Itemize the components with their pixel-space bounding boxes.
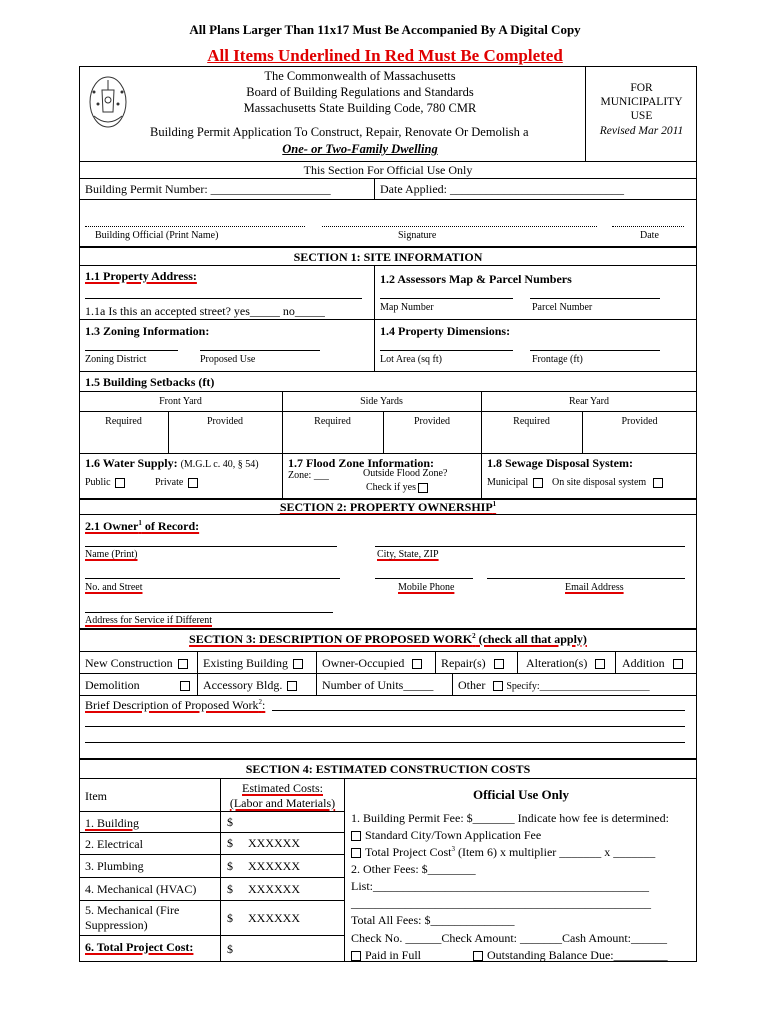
mobile-input[interactable]: [375, 578, 473, 579]
map-number-label: Map Number: [380, 302, 434, 313]
rear-yard-label: Rear Yard: [569, 396, 609, 407]
units-field[interactable]: Number of Units_____: [322, 678, 434, 692]
specify-field[interactable]: Specify:______________________: [506, 681, 650, 692]
other-fees-field[interactable]: 2. Other Fees: $________: [351, 862, 476, 876]
cost-item-value[interactable]: $ XXXXXX: [227, 836, 300, 850]
front-provided: Provided: [206, 416, 244, 427]
frontage-input[interactable]: [530, 350, 660, 351]
official-heading: This Section For Official Use Only: [303, 163, 473, 177]
paid-in-full-checkbox[interactable]: [351, 951, 361, 961]
brief-description-label: Brief Description of Proposed Work$^2$:: [85, 698, 266, 712]
map-number-input[interactable]: [380, 298, 513, 299]
est-costs-header-2: (Labor and Materials): [229, 796, 336, 810]
item-header: Item: [85, 789, 107, 803]
water-supply-label: 1.6 Water Supply:: [85, 456, 178, 470]
repairs-option[interactable]: Repair(s): [441, 656, 504, 671]
muni-line-3: USE: [630, 110, 653, 122]
total-cost-option[interactable]: Total Project Cost$^3$ (Item 6) x multiplier _______ x _______: [351, 845, 655, 860]
flood-zone-label: 1.7 Flood Zone Information:: [288, 456, 435, 470]
setbacks-label: 1.5 Building Setbacks (ft): [85, 375, 215, 389]
brief-description-line-3[interactable]: [85, 742, 685, 743]
flood-checkbox[interactable]: [418, 483, 428, 493]
street-input[interactable]: [85, 578, 340, 579]
front-required: Required: [105, 416, 142, 427]
side-required: Required: [314, 416, 351, 427]
existing-building-checkbox[interactable]: [293, 659, 303, 669]
owner-occupied-checkbox[interactable]: [412, 659, 422, 669]
accessory-checkbox[interactable]: [287, 681, 297, 691]
form-subtitle: One- or Two-Family Dwelling: [282, 142, 438, 156]
form-title: Building Permit Application To Construct, Repair, Renovate Or Demolish a: [150, 125, 529, 139]
official-use-heading: Official Use Only: [472, 787, 570, 802]
street-label: No. and Street: [85, 582, 143, 593]
public-checkbox[interactable]: [115, 478, 125, 488]
revised-date: Revised Mar 2011: [599, 125, 684, 137]
repairs-checkbox[interactable]: [494, 659, 504, 669]
other-checkbox[interactable]: [493, 681, 503, 691]
addition-checkbox[interactable]: [673, 659, 683, 669]
fee-line[interactable]: 1. Building Permit Fee: $_______ Indicate how fee is determined:: [351, 811, 669, 825]
sewage-label: 1.8 Sewage Disposal System:: [487, 456, 633, 470]
list-field-2[interactable]: __________________________________________________: [351, 896, 651, 910]
org-line-1: The Commonwealth of Massachusetts: [264, 69, 456, 83]
standard-fee-checkbox[interactable]: [351, 831, 361, 841]
dimensions-label: 1.4 Property Dimensions:: [380, 324, 511, 338]
property-address-input[interactable]: [85, 298, 362, 299]
parcel-number-label: Parcel Number: [532, 302, 593, 313]
signature-label: Signature: [398, 230, 437, 241]
new-construction-checkbox[interactable]: [178, 659, 188, 669]
frontage-label: Frontage (ft): [532, 354, 583, 365]
section4-heading: SECTION 4: ESTIMATED CONSTRUCTION COSTS: [245, 762, 531, 776]
city-label: City, State, ZIP: [377, 549, 439, 560]
outside-flood-label: Outside Flood Zone?: [363, 468, 448, 479]
cost-item-value[interactable]: $: [227, 815, 233, 829]
brief-description-line-2[interactable]: [85, 726, 685, 727]
municipal-checkbox[interactable]: [533, 478, 543, 488]
owner-label: 2.1 Owner$^1$ of Record:: [85, 519, 200, 533]
total-cost-checkbox[interactable]: [351, 848, 361, 858]
cost-item-label: 2. Electrical: [85, 837, 143, 851]
cost-item-label: 5. Mechanical (Fire Suppression): [85, 903, 180, 932]
demolition-checkbox[interactable]: [180, 681, 190, 691]
accepted-street-question[interactable]: 1.1a Is this an accepted street? yes_____ no_____: [85, 304, 325, 318]
front-yard-label: Front Yard: [159, 396, 202, 407]
demolition-label: Demolition: [85, 678, 140, 692]
seal-icon: [86, 72, 130, 132]
alterations-checkbox[interactable]: [595, 659, 605, 669]
muni-line-1: FOR: [630, 82, 653, 94]
new-construction-option[interactable]: New Construction: [85, 656, 188, 671]
section2-heading: SECTION 2: PROPERTY OWNERSHIP$^1$: [279, 500, 497, 514]
brief-description-line-1[interactable]: [272, 710, 685, 711]
owner-occupied-option[interactable]: Owner-Occupied: [322, 656, 422, 671]
date-applied-field[interactable]: Date Applied: _____________________________: [380, 182, 624, 196]
proposed-use-input[interactable]: [200, 350, 320, 351]
zoning-label: 1.3 Zoning Information:: [85, 324, 210, 338]
proposed-use-label: Proposed Use: [200, 354, 256, 365]
cost-item-label: 4. Mechanical (HVAC): [85, 882, 197, 896]
side-yards-label: Side Yards: [360, 396, 403, 407]
official-name-label: Building Official (Print Name): [95, 230, 219, 241]
date-label: Date: [640, 230, 659, 241]
cost-item-label: 6. Total Project Cost:: [85, 940, 194, 954]
private-option[interactable]: Private: [155, 477, 198, 488]
assessors-label: 1.2 Assessors Map & Parcel Numbers: [380, 272, 572, 286]
alterations-option[interactable]: Alteration(s): [526, 656, 605, 671]
red-notice: All Items Underlined In Red Must Be Completed: [207, 46, 563, 65]
est-costs-header-1: Estimated Costs:: [242, 781, 323, 795]
owner-name-label: Name (Print): [85, 549, 138, 560]
municipal-option[interactable]: Municipal: [487, 477, 543, 488]
cost-item-value[interactable]: $ XXXXXX: [227, 911, 300, 925]
onsite-checkbox[interactable]: [653, 478, 663, 488]
owner-name-input[interactable]: [85, 546, 337, 547]
outstanding-option[interactable]: Outstanding Balance Due:_________: [473, 948, 668, 963]
rear-required: Required: [513, 416, 550, 427]
org-line-3: Massachusetts State Building Code, 780 CMR: [243, 101, 477, 115]
rear-provided: Provided: [621, 416, 658, 427]
paid-in-full-option[interactable]: Paid in Full: [351, 948, 421, 963]
other-option[interactable]: Other Specify:______________________: [458, 678, 650, 692]
email-input[interactable]: [487, 578, 685, 579]
mobile-label: Mobile Phone: [398, 582, 455, 593]
parcel-number-input[interactable]: [530, 298, 660, 299]
city-input[interactable]: [375, 546, 685, 547]
cost-item-value[interactable]: $: [227, 942, 233, 956]
water-supply-ref: (M.G.L c. 40, § 54): [180, 459, 259, 470]
service-address-label: Address for Service if Different: [85, 615, 212, 626]
public-option[interactable]: Public: [85, 477, 125, 488]
muni-line-2: MUNICIPALITY: [600, 96, 683, 108]
lot-area-label: Lot Area (sq ft): [380, 354, 442, 365]
onsite-option[interactable]: On site disposal system: [552, 477, 663, 488]
check-if-yes-option[interactable]: Check if yes: [366, 482, 428, 493]
total-fees-field[interactable]: Total All Fees: $______________: [351, 913, 515, 927]
lot-area-input[interactable]: [380, 350, 513, 351]
section3-heading: SECTION 3: DESCRIPTION OF PROPOSED WORK$^2$ (check all that apply): [189, 632, 587, 646]
list-field[interactable]: List:______________________________________________: [351, 879, 650, 893]
email-label: Email Address: [565, 582, 624, 593]
existing-building-option[interactable]: Existing Building: [203, 656, 303, 671]
service-address-input[interactable]: [85, 612, 333, 613]
check-info-field[interactable]: Check No. ______Check Amount: _______Cash Amount:______: [351, 931, 667, 945]
addition-option[interactable]: Addition: [622, 656, 683, 671]
permit-number-field[interactable]: Building Permit Number: ____________________: [85, 182, 331, 196]
section1-heading: SECTION 1: SITE INFORMATION: [293, 250, 483, 264]
property-address-label: 1.1 Property Address:: [85, 269, 197, 283]
zoning-district-label: Zoning District: [85, 354, 147, 365]
cost-item-value[interactable]: $ XXXXXX: [227, 859, 300, 873]
outstanding-checkbox[interactable]: [473, 951, 483, 961]
top-notice: All Plans Larger Than 11x17 Must Be Accompanied By A Digital Copy: [189, 22, 581, 37]
org-line-2: Board of Building Regulations and Standards: [246, 85, 474, 99]
zone-field[interactable]: Zone: ___: [288, 470, 329, 481]
zoning-district-input[interactable]: [85, 350, 178, 351]
cost-item-value[interactable]: $ XXXXXX: [227, 882, 300, 896]
cost-item-label: 1. Building: [85, 816, 140, 830]
side-provided: Provided: [413, 416, 451, 427]
accessory-option[interactable]: Accessory Bldg.: [203, 678, 297, 693]
cost-item-label: 3. Plumbing: [85, 859, 144, 873]
standard-fee-option[interactable]: Standard City/Town Application Fee: [351, 828, 541, 843]
private-checkbox[interactable]: [188, 478, 198, 488]
